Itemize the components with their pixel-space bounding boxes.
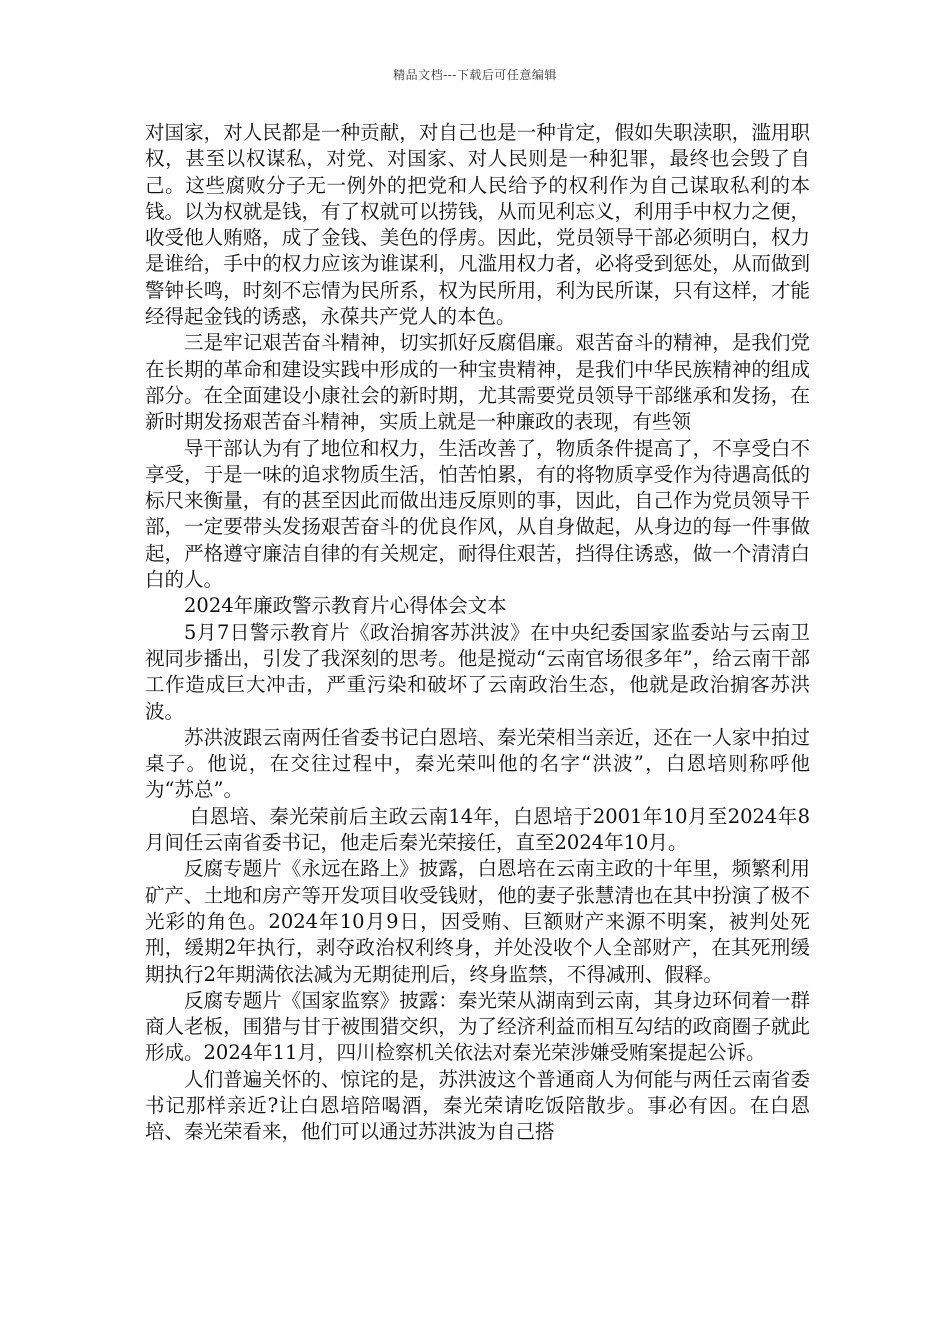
paragraph-9: 人们普遍关怀的、惊诧的是，苏洪波这个普通商人为何能与两任云南省委书记那样亲近?让白恩培陪喝酒，秦光荣请吃饭陪散步。事必有因。在白恩培、秦光荣看来，他们可以通过苏洪波为自己搭 — [145, 1067, 810, 1144]
paragraph-5: 苏洪波跟云南两任省委书记白恩培、秦光荣相当亲近，还在一人家中拍过桌子。他说，在交往过程中，秦光荣叫他的名字“洪波”，白恩培则称呼他为“苏总”。 — [145, 725, 810, 802]
paragraph-8: 反腐专题片《国家监察》披露：秦光荣从湖南到云南，其身边环伺着一群商人老板，围猎与甘于被围猎交织，为了经济利益而相互勾结的政商圈子就此形成。2024年11月，四川检察机关依法对秦光荣涉嫌受贿案提起公诉。 — [145, 988, 810, 1065]
page-header: 精品文档---下载后可任意编辑 — [393, 68, 557, 82]
document-body — [145, 120, 810, 1146]
paragraph-1: 对国家，对人民都是一种贡献，对自己也是一种肯定，假如失职渎职，滥用职权，甚至以权谋私，对党、对国家、对人民则是一种犯罪，最终也会毁了自己。这些腐败分子无一例外的把党和人民给予的权利作为自己谋取私利的本钱。以为权就是钱，有了权就可以捞钱，从而见利忘义，利用手中权力之便，收受他人贿赂，成了金钱、美色的俘虏。因此，党员领导干部必须明白，权力是谁给，手中的权力应该为谁谋利，凡滥用权力者，必将受到惩处，从而做到警钟长鸣，时刻不忘情为民所系，权为民所用，利为民所谋，只有这样，才能经得起金钱的诱惑，永葆共产党人的本色。 — [145, 121, 810, 329]
paragraph-7: 反腐专题片《永远在路上》披露，白恩培在云南主政的十年里，频繁利用矿产、土地和房产等开发项目收受钱财，他的妻子张慧清也在其中扮演了极不光彩的角色。2024年10月9日，因受贿、巨额财产来源不明案，被判处死刑，缓期2年执行，剥夺政治权利终身，并处没收个人全部财产，在其死刑缓期执行2年期满依法减为无期徒刑后，终身监禁，不得减刑、假释。 — [145, 857, 810, 986]
paragraph-3: 导干部认为有了地位和权力，生活改善了，物质条件提高了，不享受白不享受，于是一味的追求物质生活，怕苦怕累，有的将物质享受作为待遇高低的标尺来衡量，有的甚至因此而做出违反原则的事，因此，自己作为党员领导干部，一定要带头发扬艰苦奋斗的优良作风，从自身做起，从身边的每一件事做起，严格遵守廉洁自律的有关规定，耐得住艰苦，挡得住诱惑，做一个清清白白的人。 — [145, 436, 810, 592]
paragraph-2: 三是牢记艰苦奋斗精神，切实抓好反腐倡廉。艰苦奋斗的精神，是我们党在长期的革命和建设实践中形成的一种宝贵精神，是我们中华民族精神的组成部分。在全面建设小康社会的新时期，尤其需要党员领导干部继承和发扬，在新时期发扬艰苦奋斗精神，实质上就是一种廉政的表现，有些领 — [145, 331, 810, 434]
paragraph-4: 5月7日警示教育片《政治掮客苏洪波》在中央纪委国家监委站与云南卫视同步播出，引发了我深刻的思考。他是搅动“云南官场很多年”，给云南干部工作造成巨大冲击，严重污染和破坏了云南政治生态，他就是政治掮客苏洪波。 — [145, 620, 810, 723]
section-title: 2024年廉政警示教育片心得体会文本 — [184, 594, 507, 618]
paragraph-6: 白恩培、秦光荣前后主政云南14年，白恩培于2001年10月至2024年8月间任云南省委书记，他走后秦光荣接任，直至2024年10月。 — [145, 804, 810, 855]
